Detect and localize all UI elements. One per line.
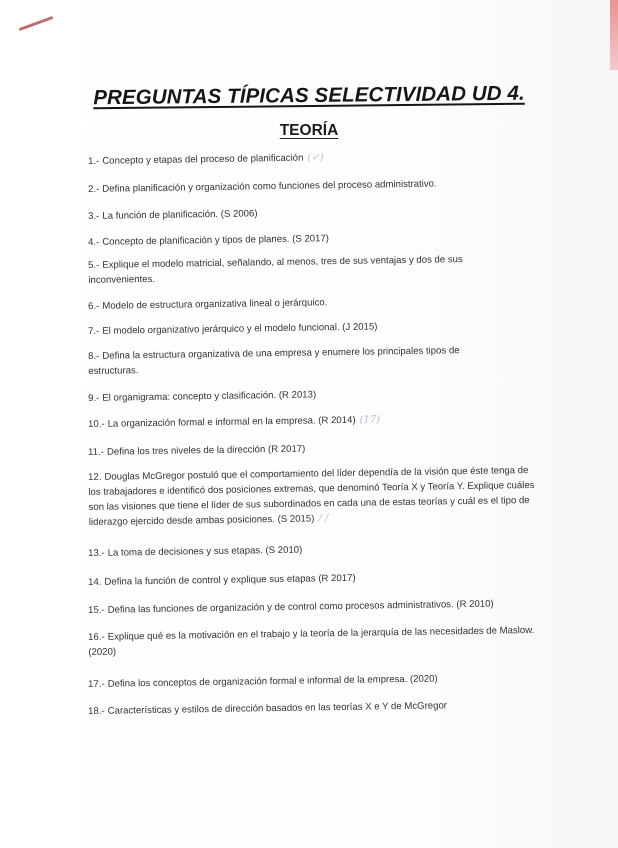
- question-item: 12. Douglas McGregor postuló que el comportamiento del líder dependía de la visión que éste tenga de los trabajadores e identificó dos posiciones extremas, que denominó Teoría X y Teoría Y. Explique cuáles son las visiones que tiene el líder de sus subordinados en cada una de estas teorías y cuál es el tipo de liderazgo ejercido desde ambas posiciones. (S 2015) / /: [88, 465, 535, 528]
- section-heading: TEORÍA: [279, 122, 339, 139]
- pen-mark: [19, 16, 54, 31]
- handwritten-note: (17): [359, 414, 381, 426]
- question-item: 8.- Defina la estructura organizativa de una empresa y enumere los principales tipos de estructuras.: [88, 345, 460, 377]
- handwritten-note: / /: [318, 513, 329, 525]
- question-item: 5.- Explique el modelo matricial, señalando, al menos, tres de sus ventajas y dos de sus inconvenientes.: [88, 254, 463, 286]
- question-item: 14. Defina la función de control y explique sus etapas (R 2017): [88, 572, 356, 588]
- question-item: 6.- Modelo de estructura organizativa lineal o jerárquico.: [88, 297, 328, 312]
- question-item: 7.- El modelo organizativo jerárquico y el modelo funcional. (J 2015): [88, 321, 378, 337]
- question-item: 15.- Defina las funciones de organización y de control como procesos administrativos. (R 2010): [88, 598, 494, 616]
- question-item: 11.- Defina los tres niveles de la dirección (R 2017): [88, 443, 306, 458]
- highlighter-edge-mark: [610, 0, 618, 70]
- question-item: 1.- Concepto y etapas del proceso de planificación (✓): [88, 152, 324, 167]
- page-title: PREGUNTAS TÍPICAS SELECTIVIDAD UD 4.: [93, 81, 525, 110]
- handwritten-note: (✓): [307, 152, 324, 164]
- question-item: 18.- Características y estilos de dirección basados en las teorías X e Y de McGregor: [88, 700, 448, 717]
- question-item: 9.- El organigrama: concepto y clasificación. (R 2013): [88, 389, 317, 404]
- question-item: 13.- La toma de decisiones y sus etapas. (S 2010): [88, 544, 303, 559]
- question-item: 16.- Explique qué es la motivación en el trabajo y la teoría de la jerarquía de las necesidades de Maslow. (2020): [88, 624, 535, 658]
- question-item: 4.- Concepto de planificación y tipos de planes. (S 2017): [88, 233, 330, 248]
- question-item: 2.- Defina planificación y organización como funciones del proceso administrativo.: [88, 178, 437, 195]
- question-item: 17.- Defina los conceptos de organización formal e informal de la empresa. (2020): [88, 673, 438, 690]
- question-item: 10.- La organización formal e informal en la empresa. (R 2014) (17): [88, 414, 381, 430]
- question-item: 3.- La función de planificación. (S 2006): [88, 208, 258, 222]
